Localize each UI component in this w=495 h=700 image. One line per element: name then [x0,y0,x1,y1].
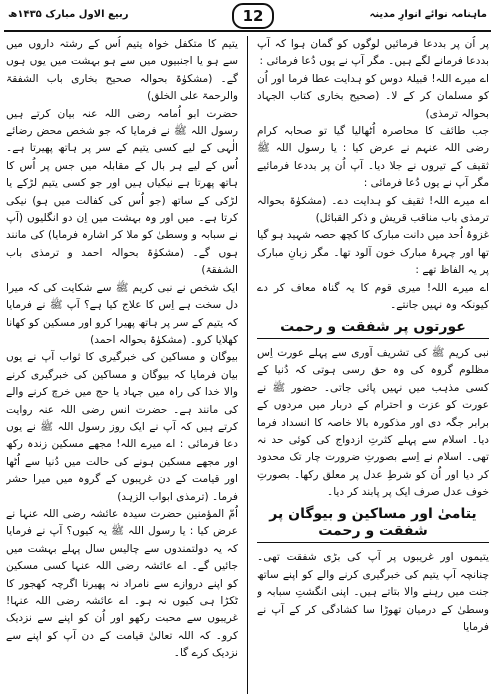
paragraph: ایک شخص نے نبی کریم ﷺ سے شکایت کی کہ میرا دل سخت ہے اِس کا علاج کیا ہے؟ آپ ﷺ نے فرمایا کہ یتیم کے سر پر ہاتھ پھیرا کرو اور مسکین کو کھانا کھلایا کرو۔ (مشکوٰۃ بحوالہ احمد) [6,281,238,346]
header-rule [4,30,491,32]
paragraph: یتیم کا متکفل خواہ یتیم اُس کے رشتہ داروں میں سے ہو یا اجنبیوں میں سے ہو بہشت میں یوں ہوں گے۔ (مشکوٰۃ بحوالہ صحیح بخاری باب الشفقۃ والرحمۃ علی الخلق) [6,38,238,103]
paragraph: اے میرے اللہ! ثقیف کو ہدایت دے۔ (مشکوٰۃ بحوالہ ترمذی باب مناقب قریش و ذکر القبائل) [257,194,489,225]
paragraph: غزوۂ اُحد میں دانت مبارک کا کچھ حصہ شہید ہو گیا تھا اور چہرۂ مبارک خون آلود تھا۔ مگر زبانِ مبارک پر یہ الفاظ تھے : [257,229,489,277]
paragraph: اُمّ المؤمنین حضرت سیدہ عائشہ رضی اللہ عنہا نے عرض کیا : یا رسول اللہ ﷺ یہ کیوں؟ آپ نے فرمایا کہ یہ دولتمندوں سے چالیس سال پہلے بہشت میں جائیں گے۔ اے عائشہ رضی اللہ عنہا کسی مسکین کو اپنے دروازے سے نامراد نہ پھیرنا اگرچہ کھجور کا ٹکڑا ہی کیوں نہ ہو۔ اے عائشہ رضی اللہ عنہا! غریبوں سے محبت رکھو اور اُن کو اپنے سے نزدیک کرو۔ کہ اللہ تعالیٰ قیامت کے دن آپ کو اپنے سے نزدیک کرے گا۔ [6,507,238,660]
paragraph: بیوگان و مساکین کی خبرگیری کا ثواب آپ نے یوں بیان فرمایا کہ بیوگان و مساکین کی خبرگیری کرنے والا خدا کی راہ میں جہاد یا حج میں خرچ کرنے والے کی مانند ہے۔ حضرت انس رضی اللہ عنہ روایت کرتے ہیں کہ آپ نے ایک روز رسول اللہ ﷺ نے یوں دعا فرمائی : اے میرے اللہ! مجھے مسکین زندہ رکھ اور مجھے مسکین ہونے کی حالت میں دُنیا سے اُٹھا اور قیامت کے دن غریبوں کے گروہ میں میرا حشر فرما۔ (ترمذی ابواب الزہد) [6,351,238,503]
paragraph: اے میرے اللہ! قبیلۂ دوس کو ہدایت عطا فرما اور اُن کو مسلمان کر کے لا۔ (صحیح بخاری کتاب الجہاد بحوالہ ترمذی) [257,72,489,120]
paragraph: حضرت ابو اُمامہ رضی اللہ عنہ بیان کرتے ہیں رسول اللہ ﷺ نے فرمایا کہ جو شخص محض رضائے الٰہی کے لیے کسی یتیم کے سر پر ہاتھ پھیرتا ہے۔ اُس کے لیے ہر بال کے مقابلہ میں جس پر اُس کا ہاتھ پھرتا ہے نیکیاں ہیں اور جو کسی یتیم لڑکے یا لڑکی کے ساتھ (جو اُس کی کفالت میں ہو) نیکی کرتا ہے۔ میں اور وہ بہشت میں اِن دو انگلیوں (آپ نے سبابہ و وسطیٰ کو ملا کر اشارہ فرمایا) کی مانند ہوں گے۔ (مشکوٰۃ بحوالہ احمد و ترمذی باب الشفقۃ) [6,107,238,277]
paragraph: اے میرے اللہ! میری قوم کا یہ گناہ معاف کر دے کیونکہ وہ نہیں جانتے۔ [257,281,489,312]
page-header [4,3,491,29]
paragraph: یتیموں اور غریبوں پر آپ کی بڑی شفقت تھی۔ چنانچہ آپ یتیم کی خبرگیری کرنے والے کو اپنے ساتھ جنت میں رہنے والا بتاتے ہیں۔ اپنی انگشتِ سبابہ و وسطیٰ کے درمیان تھوڑا سا کشادگی کر کے آپ نے فرمایا [257,551,489,633]
magazine-title: ماہنامہ نوائے انوارِ مدینہ [369,9,487,20]
section-heading: عورتوں پر شفقت و رحمت [257,319,489,339]
page-number-badge: 12 [232,3,274,29]
left-column [6,36,238,694]
column-divider [247,36,248,694]
paragraph: نبی کریم ﷺ کی تشریف آوری سے پہلے عورت اِس مظلوم گروہ کی وہ حق رسی ہوتی کہ دُنیا کے کسی مذہب میں نہیں پائی جاتی۔ حضور ﷺ نے عورت کو عزت و احترام کے دربار میں مردوں کے برابر جگہ دی اور مذکورہ بالا خاصہ کا انسداد فرما دیا۔ اسلام سے پہلے کثرتِ ازدواج کی کوئی حد نہ تھی۔ اسلام نے اِسے بصورتِ ضرورت چار تک محدود کر دیا اور اُن کو شرطِ عدل پر معلق رکھا۔ بصورتِ خوف عدل صرف ایک پر پابند کر دیا۔ [257,346,489,499]
issue-date: ربیع الاول مبارک ۱۴۳۵ھ [8,9,129,20]
paragraph: جب طائف کا محاصرہ اُٹھالیا گیا تو صحابہ کرام رضی اللہ عنہم نے عرض کیا : یا رسول اللہ ﷺ ثقیف کے تیروں نے جلا دیا۔ آپ اُن پر بددعا فرمائیے مگر آپ نے یوں دُعا فرمائی : [257,125,489,190]
section-heading: یتامیٰ اور مساکین و بیوگان پر شفقت و رحمت [257,506,489,544]
paragraph: پر اُن پر بددعا فرمائیں لوگوں کو گمان ہوا کہ آپ بددعا فرمانے لگے ہیں۔ مگر آپ نے یوں دُعا فرمائی : [257,38,489,68]
right-column [257,36,489,694]
